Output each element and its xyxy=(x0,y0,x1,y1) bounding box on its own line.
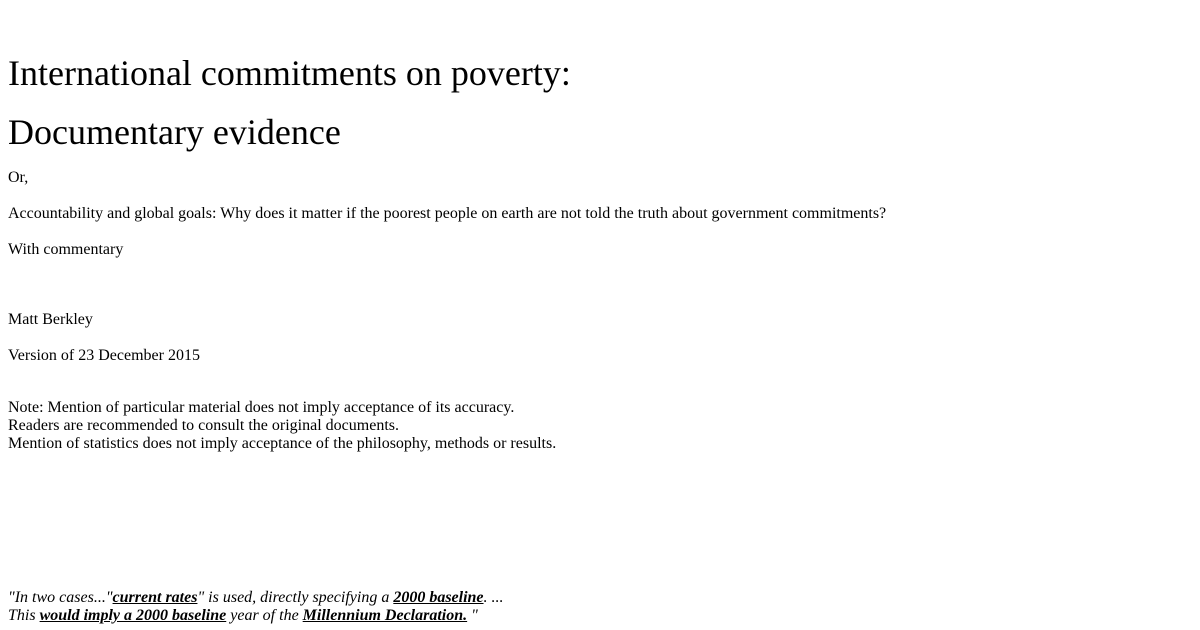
quote-emphasis: current rates xyxy=(112,589,198,606)
document-page xyxy=(8,0,1200,630)
quote-line-1 xyxy=(8,589,504,607)
author-name: Matt Berkley xyxy=(8,311,93,328)
note-line-1: Note: Mention of particular material does not imply acceptance of its accuracy. xyxy=(8,399,515,416)
version-date: Version of 23 December 2015 xyxy=(8,347,200,364)
quote-text: " is used, directly specifying a xyxy=(197,589,394,606)
quote-text: . ... xyxy=(483,589,504,606)
quote-text: year of the xyxy=(226,607,303,624)
quote-line-2 xyxy=(8,607,478,625)
quote-emphasis: 2000 baseline xyxy=(393,589,484,606)
note-line-3: Mention of statistics does not imply acceptance of the philosophy, methods or results. xyxy=(8,435,557,452)
subtitle-or: Or, xyxy=(8,169,29,186)
quote-emphasis: would imply a 2000 baseline xyxy=(39,607,227,624)
subtitle-question: Accountability and global goals: Why does it matter if the poorest people on earth are not told the truth about government commitments? xyxy=(8,205,887,222)
note-line-2: Readers are recommended to consult the original documents. xyxy=(8,417,399,434)
document-title-line-2: Documentary evidence xyxy=(8,112,341,152)
quote-emphasis: Millennium Declaration. xyxy=(302,607,468,624)
quote-text: "In two cases..." xyxy=(8,589,113,606)
quote-text: " xyxy=(467,607,478,624)
subtitle-commentary: With commentary xyxy=(8,241,124,258)
quote-text: This xyxy=(8,607,40,624)
document-title-line-1: International commitments on poverty: xyxy=(8,53,571,93)
